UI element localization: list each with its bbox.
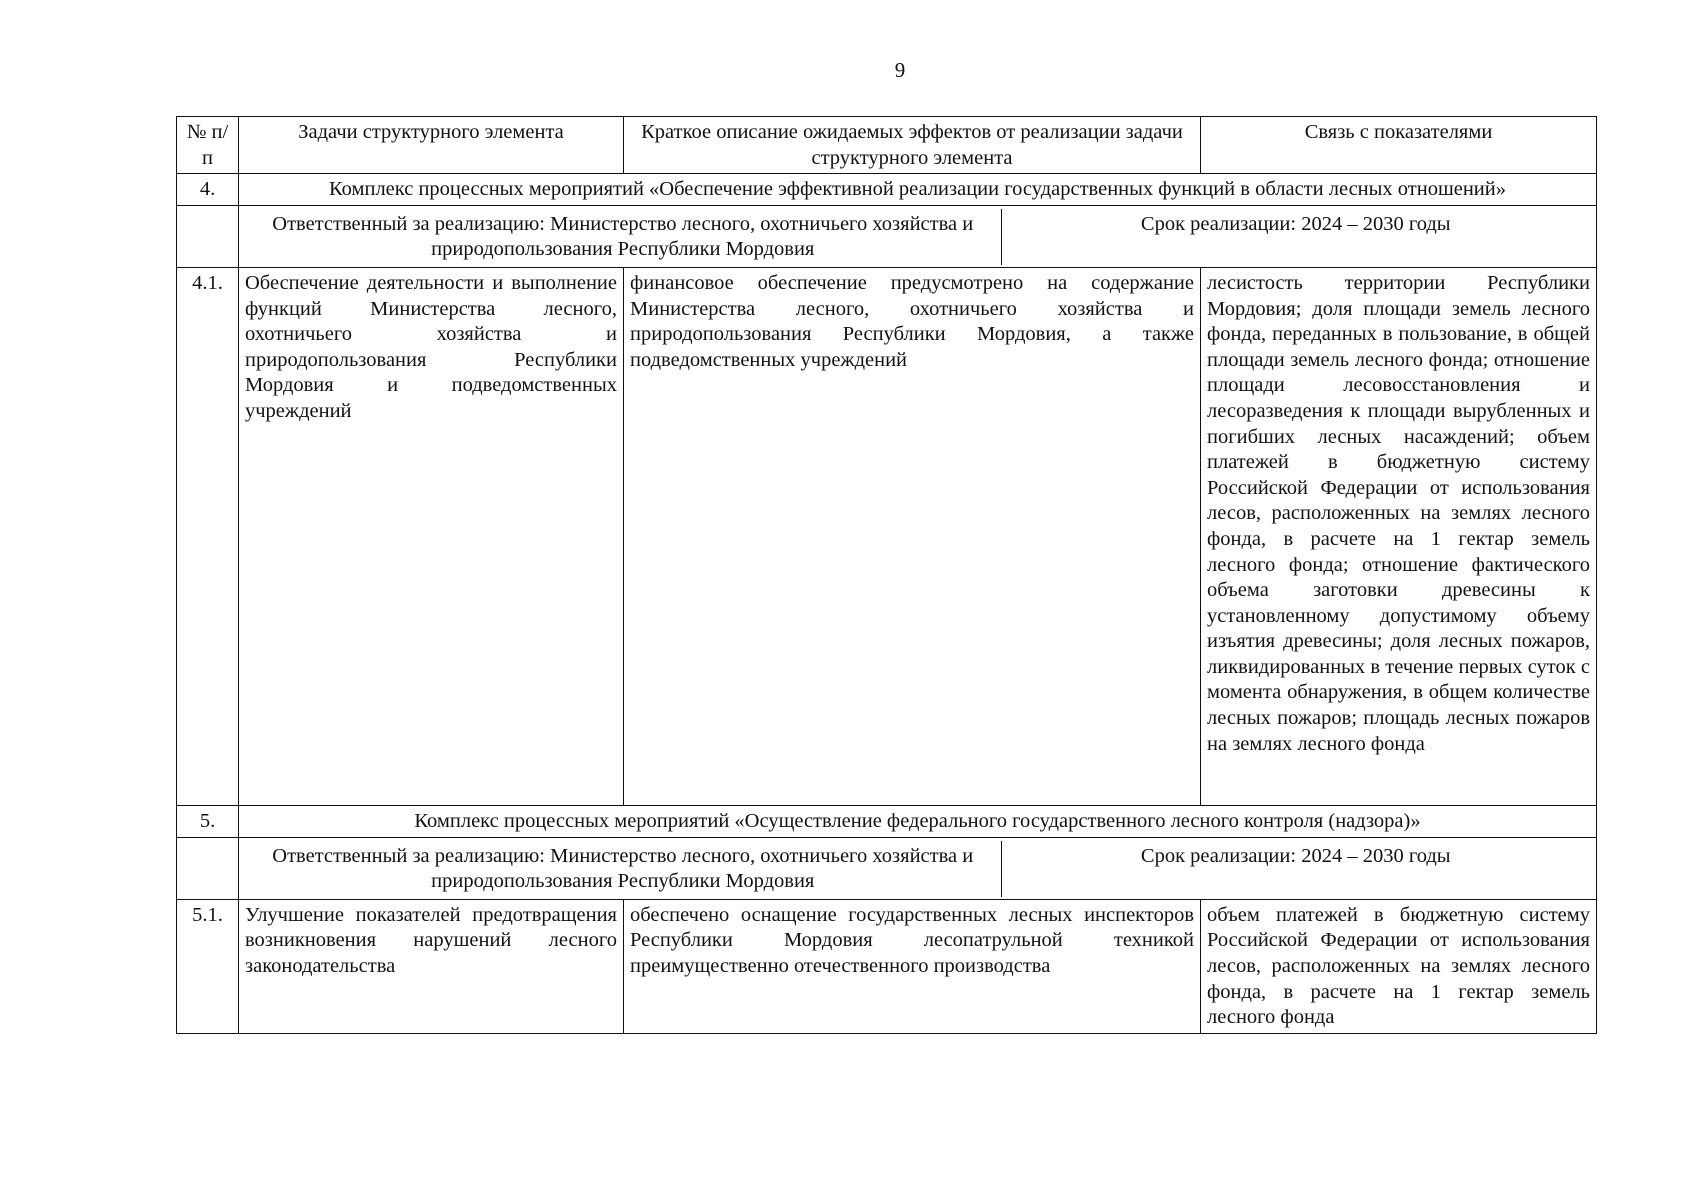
- section-4-split: [245, 209, 1590, 265]
- structural-elements-table: [176, 116, 1597, 1034]
- header-num: № п/п: [177, 117, 239, 174]
- row-5-1-effect: обеспечено оснащение государственных лесных инспекторов Республики Мордовия лесопатрульной техникой преимущественно отечественного производства: [624, 899, 1201, 1033]
- section-4-responsible-row: [177, 205, 1597, 267]
- row-4-1-effect: финансовое обеспечение предусмотрено на содержание Министерства лесного, охотничьего хозяйства и природопользования Республики Мордовия, а также подведомственных учреждений: [624, 267, 1201, 805]
- section-5-responsible: Ответственный за реализацию: Министерство лесного, охотничьего хозяйства и природопользования Республики Мордовия: [245, 841, 1001, 897]
- section-4-term: Срок реализации: 2024 – 2030 годы: [1140, 212, 1451, 235]
- row-4-1-link: лесистость территории Республики Мордовия; доля площади земель лесного фонда, переданных в пользование, в общей площади земель лесного фонда; отношение площади лесовосстановления и лесоразведения к площади вырубленных и погибших лесных насаждений; объем платежей в бюджетную систему Российской Федерации от использования лесов, расположенных на землях лесного фонда, в расчете на 1 гектар земель лесного фонда; отношение фактического объема заготовки древесины к установленному допустимому объему изъятия древесины; доля лесных пожаров, ликвидированных в течение первых суток с момента обнаружения, в общем количестве лесных пожаров; площадь лесных пожаров на землях лесного фонда: [1201, 267, 1597, 805]
- section-5-title-row: [177, 805, 1597, 837]
- section-4-responsible-cell: [239, 205, 1597, 267]
- section-4-num: 4.: [177, 174, 239, 206]
- header-effects: Краткое описание ожидаемых эффектов от реализации задачи структурного элемента: [624, 117, 1201, 174]
- section-4-responsible: Ответственный за реализацию: Министерство лесного, охотничьего хозяйства и природопользования Республики Мордовия: [245, 209, 1001, 265]
- section-5-num: 5.: [177, 805, 239, 837]
- header-tasks: Задачи структурного элемента: [239, 117, 624, 174]
- section-5-term: Срок реализации: 2024 – 2030 годы: [1140, 844, 1451, 867]
- page-number: 9: [894, 58, 906, 82]
- row-5-1-task: Улучшение показателей предотвращения возникновения нарушений лесного законодательства: [239, 899, 624, 1033]
- section-4-empty-cell: [177, 205, 239, 267]
- table-row-4-1: [177, 267, 1597, 805]
- section-5-title: Комплекс процессных мероприятий «Осуществление федерального государственного лесного контроля (надзора)»: [239, 805, 1597, 837]
- section-4-title-row: [177, 174, 1597, 206]
- row-4-1-num: 4.1.: [177, 267, 239, 805]
- table-row-5-1: [177, 899, 1597, 1033]
- row-5-1-link: объем платежей в бюджетную систему Российской Федерации от использования лесов, расположенных на землях лесного фонда, в расчете на 1 гектар земель лесного фонда: [1201, 899, 1597, 1033]
- header-link: Связь с показателями: [1201, 117, 1597, 174]
- section-5-split: [245, 841, 1590, 897]
- section-5-responsible-cell: [239, 837, 1597, 899]
- table-header-row: [177, 117, 1597, 174]
- row-4-1-task: Обеспечение деятельности и выполнение функций Министерства лесного, охотничьего хозяйства и природопользования Республики Мордовия и подведомственных учреждений: [239, 267, 624, 805]
- section-5-responsible-row: [177, 837, 1597, 899]
- section-5-empty-cell: [177, 837, 239, 899]
- row-5-1-num: 5.1.: [177, 899, 239, 1033]
- section-4-title: Комплекс процессных мероприятий «Обеспечение эффективной реализации государственных функций в области лесных отношений»: [239, 174, 1597, 206]
